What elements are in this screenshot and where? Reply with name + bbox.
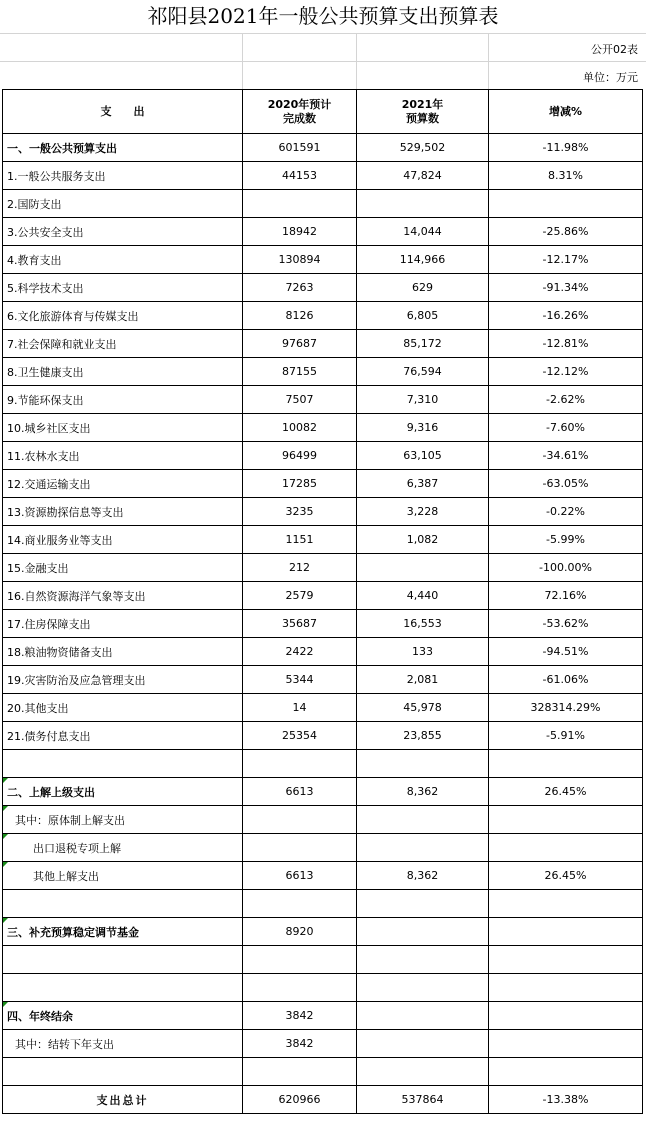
cell-2021-value: 2,081	[357, 666, 489, 694]
cell-2020-value: 2422	[243, 638, 357, 666]
cell-change-pct	[489, 806, 643, 834]
cell-2021-value: 45,978	[357, 694, 489, 722]
row-label: 其他上解支出	[3, 862, 243, 890]
table-row	[3, 162, 643, 190]
table-row	[3, 1002, 643, 1030]
table-row	[3, 386, 643, 414]
cell-2020-value: 1151	[243, 526, 357, 554]
cell-2020-value: 3842	[243, 1002, 357, 1030]
cell-2021-value: 14,044	[357, 218, 489, 246]
row-label: 10.城乡社区支出	[3, 414, 243, 442]
table-row	[3, 862, 643, 890]
cell-2020-value: 25354	[243, 722, 357, 750]
cell-change-pct	[489, 918, 643, 946]
cell-2020-value: 601591	[243, 134, 357, 162]
table-row	[3, 834, 643, 862]
cell-2021-value: 629	[357, 274, 489, 302]
cell-2020-value: 35687	[243, 610, 357, 638]
cell-change-pct: -12.81%	[489, 330, 643, 358]
cell-2020-value: 212	[243, 554, 357, 582]
row-label: 三、补充预算稳定调节基金	[3, 918, 243, 946]
table-row	[3, 750, 643, 778]
table-row	[3, 470, 643, 498]
cell-2020-value	[243, 806, 357, 834]
cell-change-pct	[489, 974, 643, 1002]
row-label: 1.一般公共服务支出	[3, 162, 243, 190]
cell-change-pct: -53.62%	[489, 610, 643, 638]
header-2020: 2020年预计 完成数	[243, 90, 357, 134]
cell-2020-value: 3842	[243, 1030, 357, 1058]
cell-2021-value: 6,387	[357, 470, 489, 498]
cell-2021-value	[357, 554, 489, 582]
cell-2021-value	[357, 806, 489, 834]
table-row	[3, 330, 643, 358]
table-row	[3, 442, 643, 470]
cell-change-pct: -94.51%	[489, 638, 643, 666]
row-label	[3, 890, 243, 918]
cell-change-pct	[489, 834, 643, 862]
row-label: 3.公共安全支出	[3, 218, 243, 246]
cell-2021-value: 16,553	[357, 610, 489, 638]
table-row	[3, 1058, 643, 1086]
table-row	[3, 414, 643, 442]
cell-2021-value	[357, 946, 489, 974]
table-row	[3, 582, 643, 610]
cell-2020-value	[243, 974, 357, 1002]
table-row	[3, 498, 643, 526]
row-label: 5.科学技术支出	[3, 274, 243, 302]
table-row	[3, 638, 643, 666]
cell-2020-value: 7507	[243, 386, 357, 414]
cell-2021-value: 3,228	[357, 498, 489, 526]
row-label: 18.粮油物资储备支出	[3, 638, 243, 666]
cell-change-pct: 328314.29%	[489, 694, 643, 722]
cell-2021-value: 47,824	[357, 162, 489, 190]
header-2021: 2021年 预算数	[357, 90, 489, 134]
cell-2020-value	[243, 190, 357, 218]
row-label: 其中：结转下年支出	[3, 1030, 243, 1058]
page-title: 祁阳县2021年一般公共预算支出预算表	[0, 0, 646, 34]
row-label: 16.自然资源海洋气象等支出	[3, 582, 243, 610]
table-row	[3, 358, 643, 386]
cell-change-pct	[489, 946, 643, 974]
table-row	[3, 610, 643, 638]
cell-2021-value: 4,440	[357, 582, 489, 610]
row-label	[3, 1058, 243, 1086]
cell-2021-value: 8,362	[357, 862, 489, 890]
cell-2021-value: 85,172	[357, 330, 489, 358]
cell-2020-value: 7263	[243, 274, 357, 302]
cell-2020-value	[243, 1058, 357, 1086]
cell-2021-value: 7,310	[357, 386, 489, 414]
cell-2021-value: 1,082	[357, 526, 489, 554]
cell-change-pct: 72.16%	[489, 582, 643, 610]
cell-2020-value: 18942	[243, 218, 357, 246]
table-row	[3, 190, 643, 218]
cell-change-pct: -25.86%	[489, 218, 643, 246]
cell-2020-value: 8920	[243, 918, 357, 946]
cell-2020-value: 14	[243, 694, 357, 722]
table-row	[3, 722, 643, 750]
cell-2020-value	[243, 946, 357, 974]
cell-2020-value: 97687	[243, 330, 357, 358]
row-label: 14.商业服务业等支出	[3, 526, 243, 554]
row-label: 二、上解上级支出	[3, 778, 243, 806]
cell-2020-value	[243, 834, 357, 862]
row-label: 17.住房保障支出	[3, 610, 243, 638]
cell-2020-value	[243, 750, 357, 778]
cell-change-pct	[489, 1030, 643, 1058]
table-row	[3, 974, 643, 1002]
table-row	[3, 890, 643, 918]
cell-2021-value: 9,316	[357, 414, 489, 442]
cell-change-pct	[489, 1058, 643, 1086]
cell-2021-value	[357, 890, 489, 918]
cell-2021-value: 63,105	[357, 442, 489, 470]
cell-change-pct: -5.91%	[489, 722, 643, 750]
row-label	[3, 750, 243, 778]
cell-2020-value: 6613	[243, 778, 357, 806]
cell-change-pct: -12.12%	[489, 358, 643, 386]
header-expenditure: 支 出	[3, 90, 243, 134]
row-label: 11.农林水支出	[3, 442, 243, 470]
cell-2020-value: 87155	[243, 358, 357, 386]
row-label: 19.灾害防治及应急管理支出	[3, 666, 243, 694]
cell-2021-value	[357, 1058, 489, 1086]
cell-change-pct: -13.38%	[489, 1086, 643, 1114]
header-change: 增减%	[489, 90, 643, 134]
table-code: 公开02表	[591, 43, 638, 56]
cell-change-pct: -61.06%	[489, 666, 643, 694]
cell-2020-value: 44153	[243, 162, 357, 190]
table-row	[3, 274, 643, 302]
table-row	[3, 1030, 643, 1058]
cell-change-pct	[489, 1002, 643, 1030]
table-row	[3, 806, 643, 834]
cell-change-pct	[489, 750, 643, 778]
row-label: 7.社会保障和就业支出	[3, 330, 243, 358]
cell-2020-value: 130894	[243, 246, 357, 274]
cell-2021-value: 114,966	[357, 246, 489, 274]
cell-2020-value: 8126	[243, 302, 357, 330]
cell-change-pct: -2.62%	[489, 386, 643, 414]
row-label: 8.卫生健康支出	[3, 358, 243, 386]
table-row	[3, 694, 643, 722]
row-label: 21.债务付息支出	[3, 722, 243, 750]
table-row	[3, 1086, 643, 1114]
cell-change-pct: -5.99%	[489, 526, 643, 554]
row-label	[3, 946, 243, 974]
cell-change-pct: -11.98%	[489, 134, 643, 162]
row-label: 13.资源勘探信息等支出	[3, 498, 243, 526]
table-row	[3, 666, 643, 694]
cell-change-pct: 26.45%	[489, 778, 643, 806]
cell-2021-value	[357, 190, 489, 218]
table-row	[3, 526, 643, 554]
table-row	[3, 918, 643, 946]
cell-2021-value	[357, 1030, 489, 1058]
cell-2020-value: 5344	[243, 666, 357, 694]
cell-2021-value	[357, 1002, 489, 1030]
row-label: 15.金融支出	[3, 554, 243, 582]
cell-2020-value: 2579	[243, 582, 357, 610]
row-label: 其中：原体制上解支出	[3, 806, 243, 834]
cell-2021-value: 8,362	[357, 778, 489, 806]
cell-2021-value: 23,855	[357, 722, 489, 750]
cell-change-pct: -63.05%	[489, 470, 643, 498]
cell-2021-value: 6,805	[357, 302, 489, 330]
cell-change-pct: 26.45%	[489, 862, 643, 890]
cell-change-pct: -7.60%	[489, 414, 643, 442]
row-label	[3, 974, 243, 1002]
budget-table	[2, 89, 643, 1114]
cell-2020-value: 10082	[243, 414, 357, 442]
table-row	[3, 302, 643, 330]
cell-2020-value: 3235	[243, 498, 357, 526]
cell-change-pct: -91.34%	[489, 274, 643, 302]
cell-2021-value	[357, 918, 489, 946]
row-label: 四、年终结余	[3, 1002, 243, 1030]
cell-change-pct: -34.61%	[489, 442, 643, 470]
cell-2021-value: 529,502	[357, 134, 489, 162]
cell-2020-value: 6613	[243, 862, 357, 890]
unit-label: 单位：万元	[583, 71, 638, 84]
cell-2020-value	[243, 890, 357, 918]
row-label: 6.文化旅游体育与传媒支出	[3, 302, 243, 330]
row-label: 4.教育支出	[3, 246, 243, 274]
row-label: 支出总计	[3, 1086, 243, 1114]
cell-2021-value: 133	[357, 638, 489, 666]
row-label: 20.其他支出	[3, 694, 243, 722]
table-row	[3, 778, 643, 806]
table-code-row	[0, 34, 646, 62]
header-row	[3, 90, 643, 134]
cell-change-pct	[489, 890, 643, 918]
unit-row	[0, 62, 646, 89]
cell-2021-value	[357, 750, 489, 778]
cell-2021-value: 76,594	[357, 358, 489, 386]
row-label: 一、一般公共预算支出	[3, 134, 243, 162]
row-label: 出口退税专项上解	[3, 834, 243, 862]
row-label: 12.交通运输支出	[3, 470, 243, 498]
cell-2020-value: 96499	[243, 442, 357, 470]
cell-change-pct: -12.17%	[489, 246, 643, 274]
cell-change-pct	[489, 190, 643, 218]
table-row	[3, 218, 643, 246]
cell-change-pct: -0.22%	[489, 498, 643, 526]
row-label: 2.国防支出	[3, 190, 243, 218]
cell-change-pct: -100.00%	[489, 554, 643, 582]
table-row	[3, 554, 643, 582]
table-row	[3, 946, 643, 974]
cell-2021-value	[357, 834, 489, 862]
cell-change-pct: 8.31%	[489, 162, 643, 190]
table-row	[3, 246, 643, 274]
cell-2021-value: 537864	[357, 1086, 489, 1114]
table-row	[3, 134, 643, 162]
cell-2020-value: 17285	[243, 470, 357, 498]
cell-2021-value	[357, 974, 489, 1002]
cell-2020-value: 620966	[243, 1086, 357, 1114]
cell-change-pct: -16.26%	[489, 302, 643, 330]
row-label: 9.节能环保支出	[3, 386, 243, 414]
